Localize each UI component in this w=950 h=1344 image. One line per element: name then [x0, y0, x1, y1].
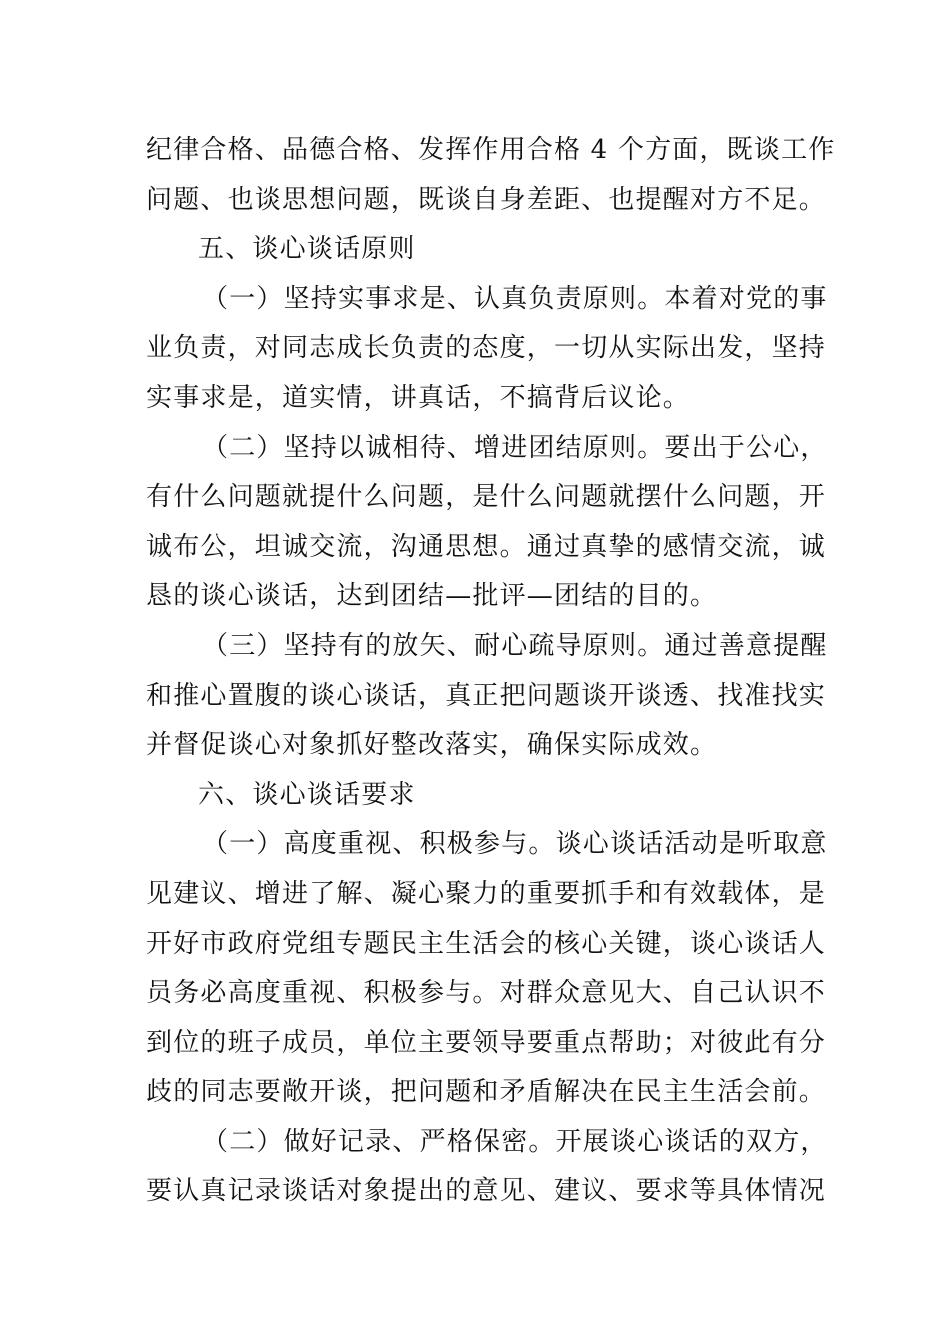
body-text-line: 实事求是，道实情，讲真话，不搞背后议论。	[146, 382, 691, 413]
body-text-line: （三）坚持有的放矢、耐心疏导原则。通过善意提醒	[202, 630, 828, 661]
section-heading: 五、谈心谈话原则	[198, 234, 416, 265]
body-text-line: 诚布公，坦诚交流，沟通思想。通过真挚的感情交流，诚	[146, 531, 827, 562]
body-text-line: （一）高度重视、积极参与。谈心谈话活动是听取意	[202, 829, 828, 860]
section-heading: 六、谈心谈话要求	[198, 779, 416, 810]
body-text-line: 并督促谈心对象抓好整改落实，确保实际成效。	[146, 730, 718, 761]
body-text-line: （二）做好记录、严格保密。开展谈心谈话的双方，	[202, 1126, 828, 1157]
body-text-line: 歧的同志要敞开谈，把问题和矛盾解决在民主生活会前。	[146, 1077, 827, 1108]
body-text-line: 业负责，对同志成长负责的态度，一切从实际出发，坚持	[146, 333, 827, 364]
body-text-line: 有什么问题就提什么问题，是什么问题就摆什么问题，开	[146, 482, 827, 513]
body-text-line: 见建议、增进了解、凝心聚力的重要抓手和有效载体，是	[146, 878, 827, 909]
body-text-line: 和推心置腹的谈心谈话，真正把问题谈开谈透、找准找实	[146, 680, 827, 711]
body-text-line: 纪律合格、品德合格、发挥作用合格 4 个方面，既谈工作	[146, 135, 836, 165]
body-text-line: 员务必高度重视、积极参与。对群众意见大、自己认识不	[146, 978, 827, 1009]
body-text-line: 恳的谈心谈话，达到团结—批评—团结的目的。	[146, 581, 718, 612]
body-text-line: （二）坚持以诚相待、增进团结原则。要出于公心，	[202, 432, 828, 463]
body-text-line: 开好市政府党组专题民主生活会的核心关键，谈心谈话人	[146, 928, 827, 959]
document-page	[146, 126, 836, 1217]
body-text-line: 问题、也谈思想问题，既谈自身差距、也提醒对方不足。	[146, 184, 827, 215]
body-text-line: 要认真记录谈话对象提出的意见、建议、要求等具体情况	[146, 1176, 827, 1207]
body-text-line: （一）坚持实事求是、认真负责原则。本着对党的事	[202, 283, 828, 314]
body-text-line: 到位的班子成员，单位主要领导要重点帮助；对彼此有分	[146, 1027, 827, 1058]
